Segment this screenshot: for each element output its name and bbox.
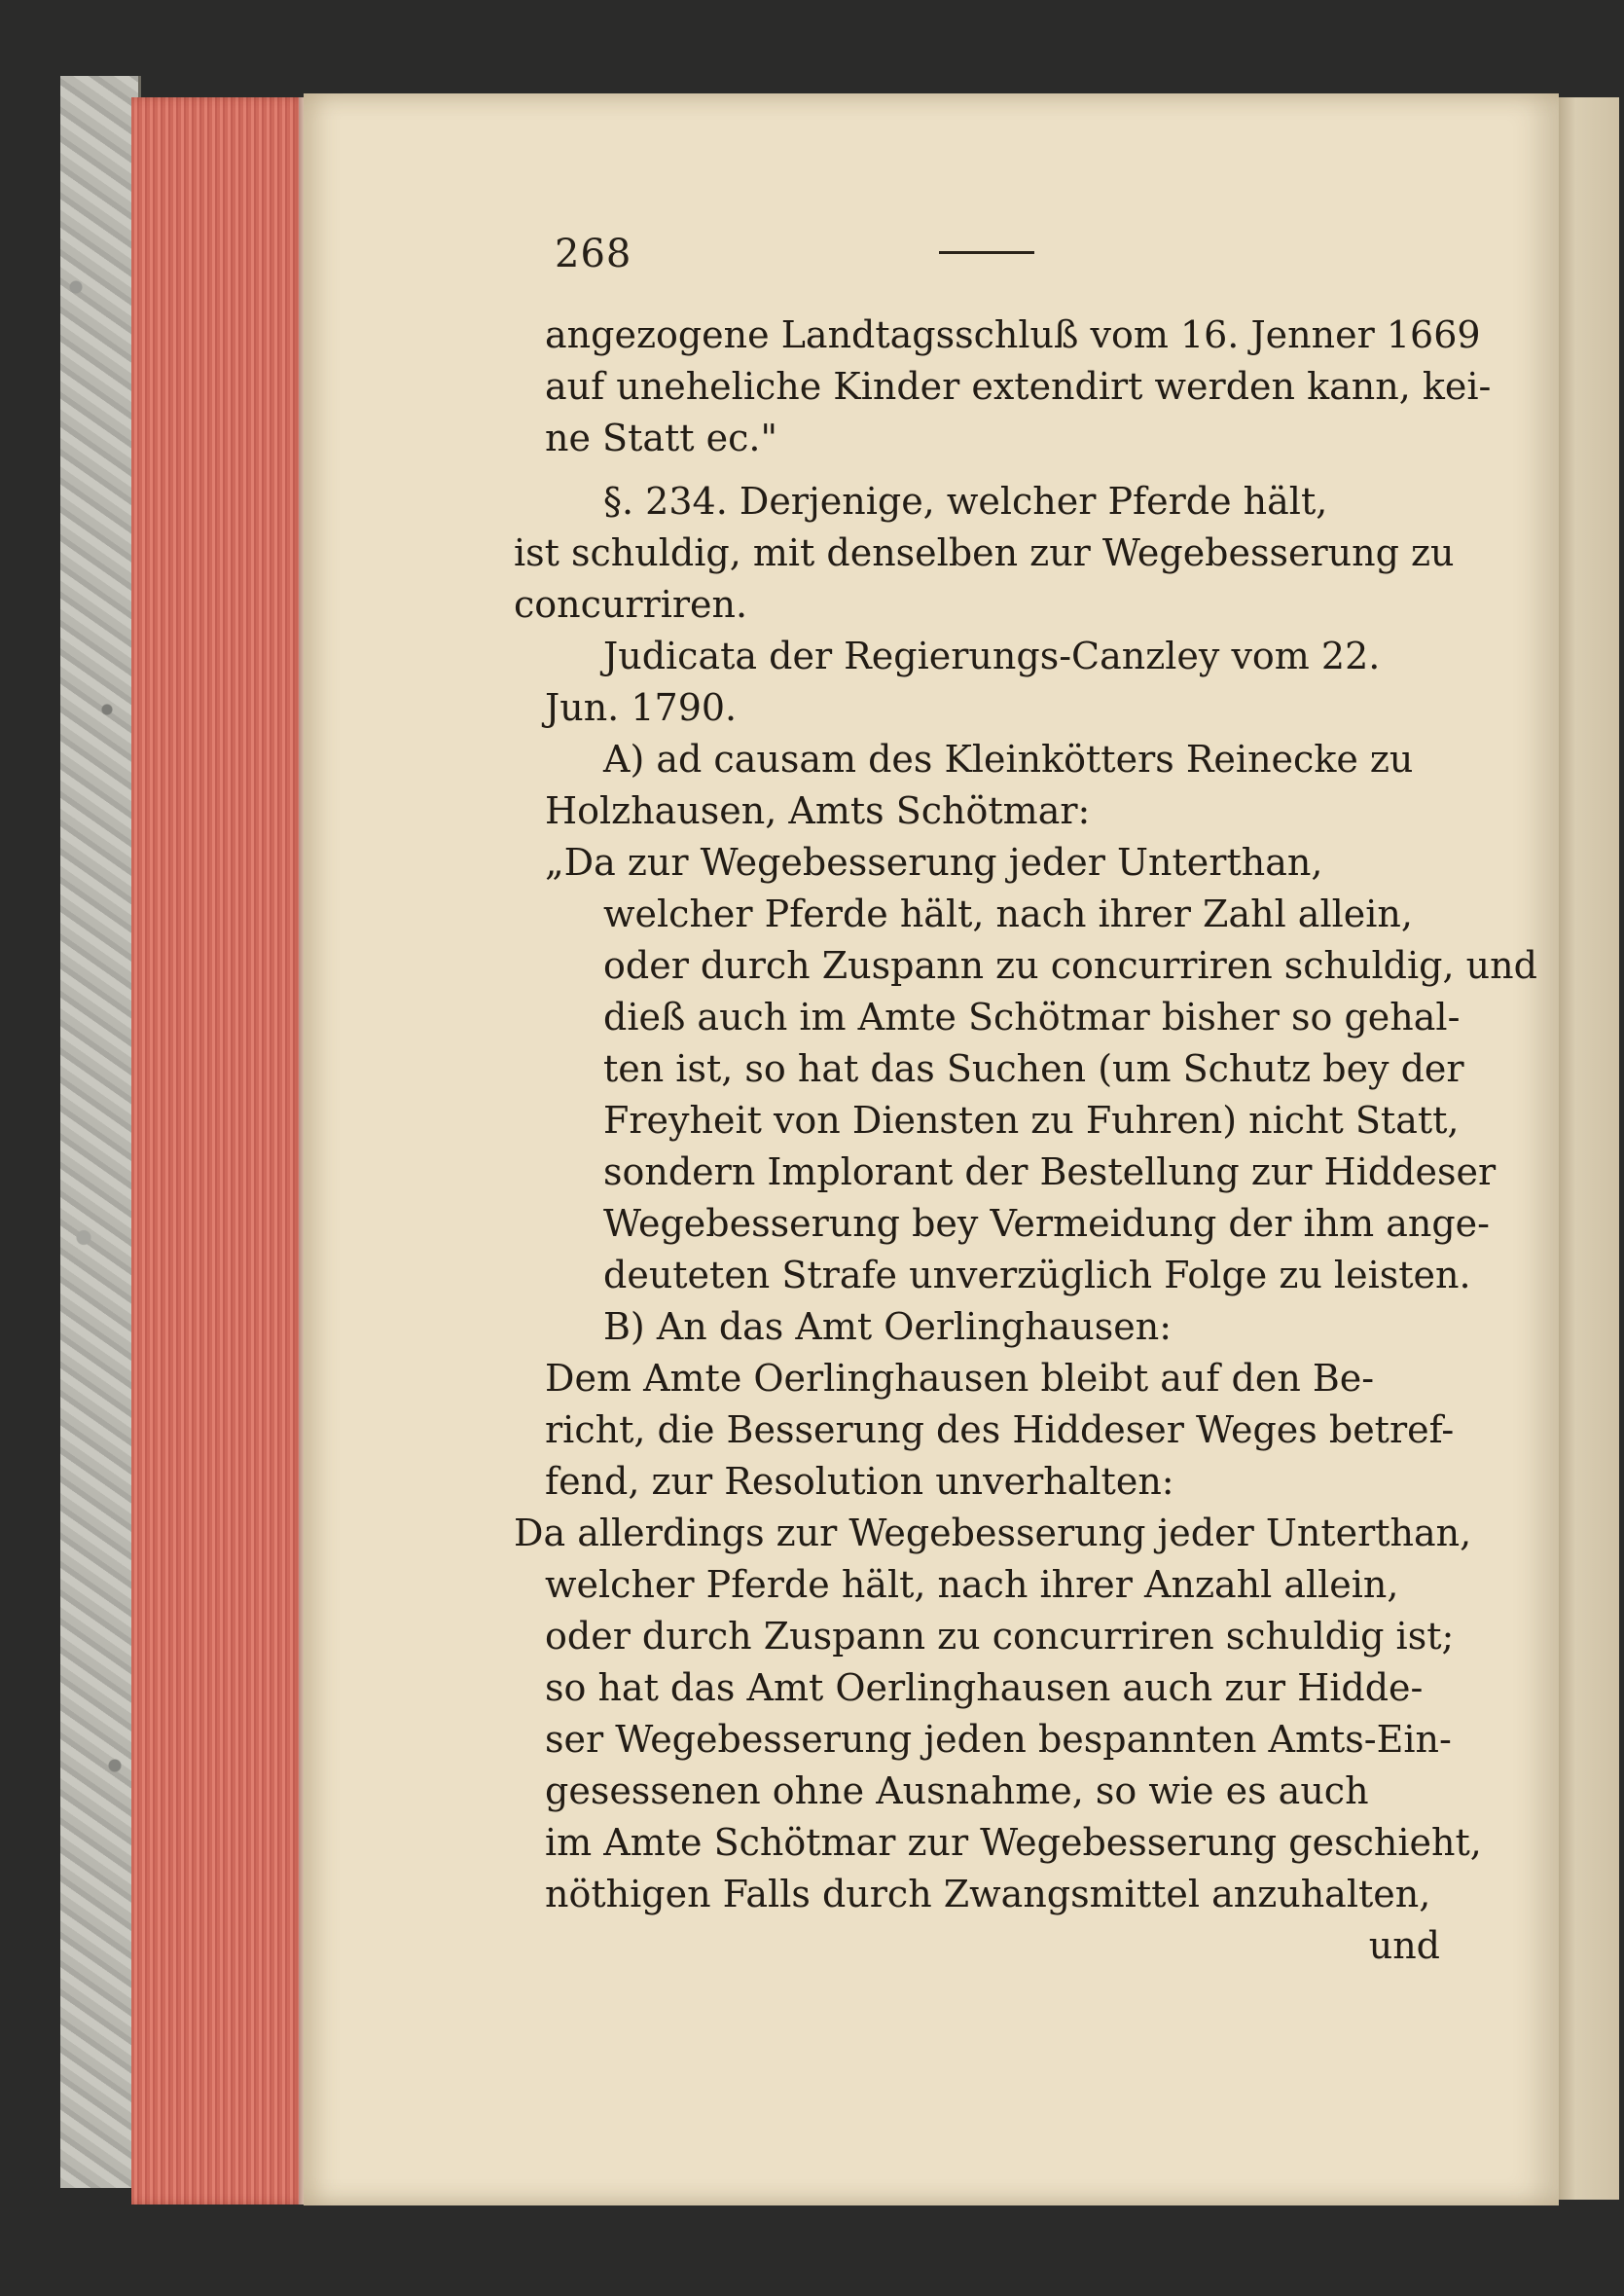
text-line: richt, die Besserung des Hiddeser Weges betref- [545,1408,1455,1451]
page-edges [131,97,307,2205]
quote-line: „Da zur Wegebesserung jeder Unterthan, [545,841,1323,884]
text-line: nöthigen Falls durch Zwangsmittel anzuhalten, [545,1873,1431,1915]
quote-line: oder durch Zuspann zu concurriren schuldig, und [603,944,1537,987]
text-line: welcher Pferde hält, nach ihrer Anzahl allein, [545,1563,1399,1606]
page-text [514,310,1537,1972]
text-line: concurriren. [514,583,748,626]
text-line: ser Wegebesserung jeden bespannten Amts-Ein- [545,1718,1452,1761]
text-line: fend, zur Resolution unverhalten: [545,1460,1174,1503]
text-line: oder durch Zuspann zu concurriren schuldig ist; [545,1615,1455,1658]
text-line: ne Statt ec." [545,417,777,459]
text-line: angezogene Landtagsschluß vom 16. Jenner 1669 [545,313,1481,356]
text-line: gesessenen ohne Ausnahme, so wie es auch [545,1769,1369,1812]
quote-line: dieß auch im Amte Schötmar bisher so gehal- [603,996,1461,1039]
text-line: Jun. 1790. [545,686,738,729]
header-rule [939,251,1034,254]
text-line: A) ad causam des Kleinkötters Reinecke zu [603,738,1414,781]
quote-line: Wegebesserung bey Vermeidung der ihm ange- [603,1202,1490,1245]
text-line: Holzhausen, Amts Schötmar: [545,789,1091,832]
text-line: ist schuldig, mit denselben zur Wegebesserung zu [514,531,1455,574]
text-line: so hat das Amt Oerlinghausen auch zur Hidde- [545,1666,1424,1709]
quote-line: sondern Implorant der Bestellung zur Hiddeser [603,1150,1497,1193]
text-line: Judicata der Regierungs-Canzley vom 22. [603,635,1381,677]
quote-line: deuteten Strafe unverzüglich Folge zu leisten. [603,1254,1471,1296]
text-line: B) An das Amt Oerlinghausen: [603,1305,1172,1348]
quote-line: welcher Pferde hält, nach ihrer Zahl allein, [603,893,1413,935]
quote-line: Freyheit von Diensten zu Fuhren) nicht Statt, [603,1099,1460,1142]
text-line: im Amte Schötmar zur Wegebesserung geschieht, [545,1821,1482,1864]
section-heading: §. 234. Derjenige, welcher Pferde hält, [603,480,1328,523]
book-cover-board [60,76,141,2188]
page-header [555,232,1031,290]
text-line: auf uneheliche Kinder extendirt werden kann, kei- [545,365,1492,408]
next-page-edge [1555,97,1619,2200]
page-number: 268 [555,232,632,276]
text-line: Da allerdings zur Wegebesserung jeder Unterthan, [514,1512,1472,1554]
catchword: und [1368,1924,1440,1967]
quote-line: ten ist, so hat das Suchen (um Schutz bey der [603,1047,1464,1090]
text-line: Dem Amte Oerlinghausen bleibt auf den Be- [545,1357,1375,1400]
